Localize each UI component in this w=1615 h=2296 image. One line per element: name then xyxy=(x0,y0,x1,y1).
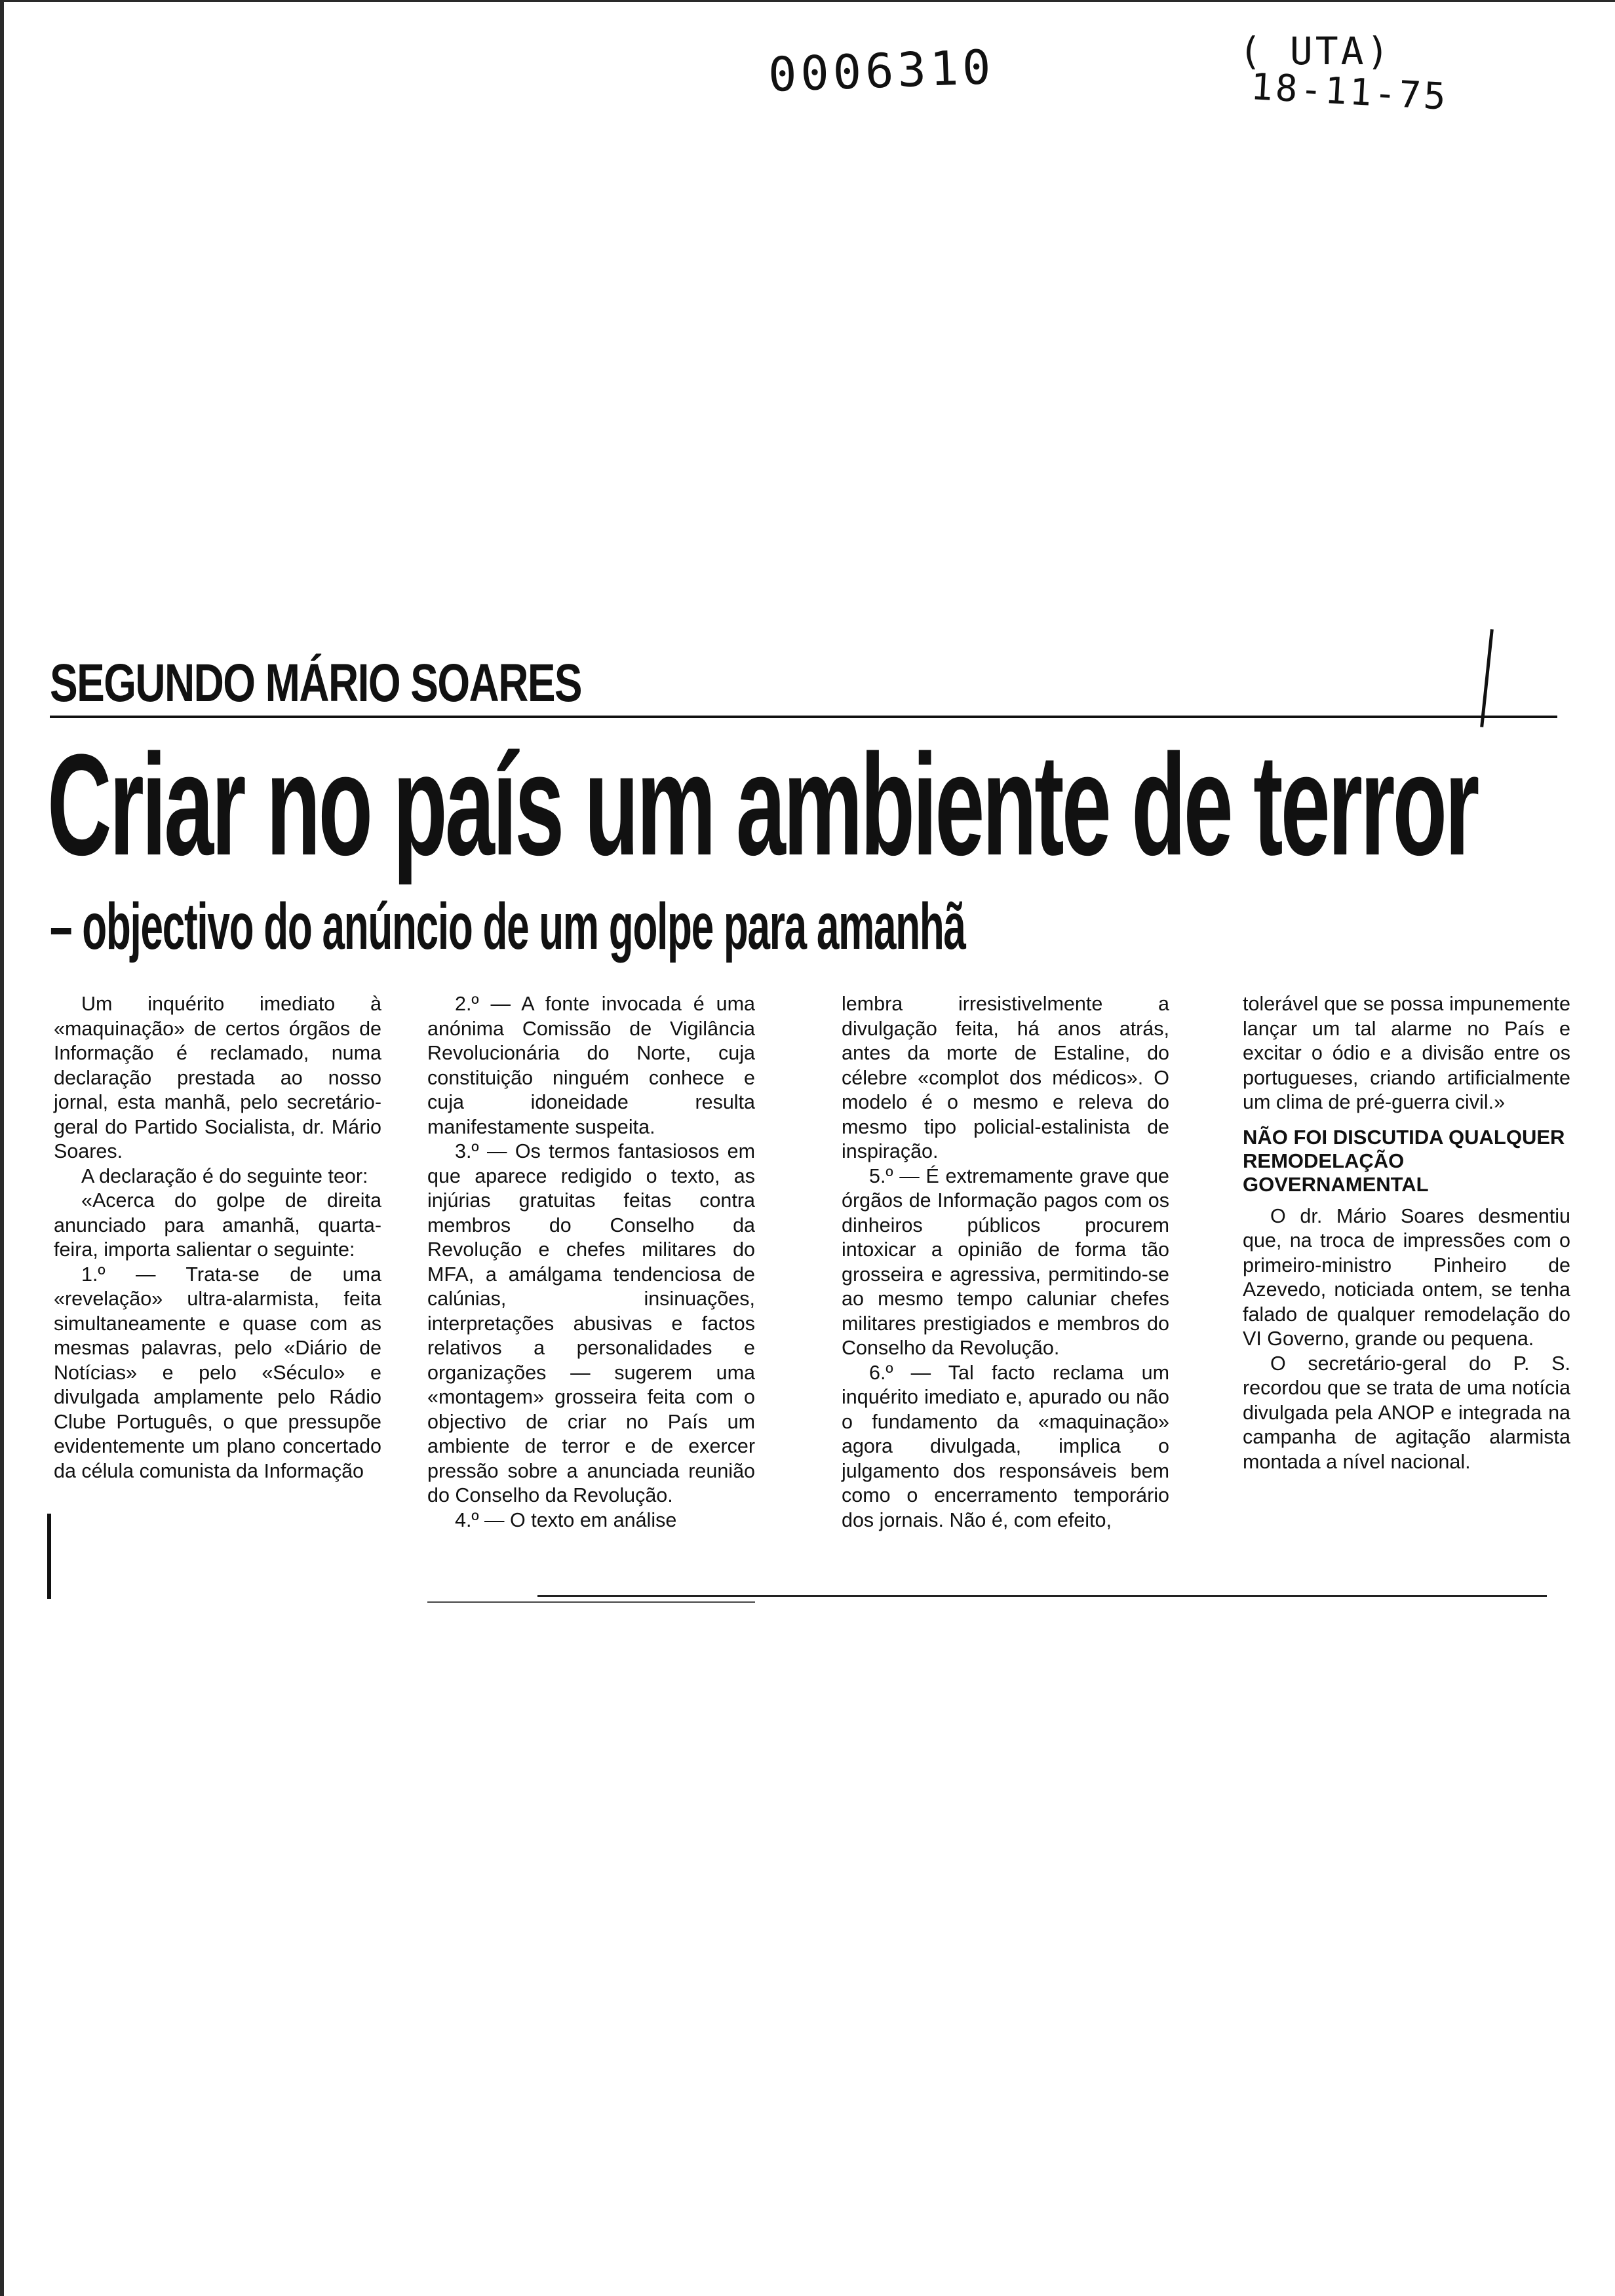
section-subheading: NÃO FOI DISCUTIDA QUALQUER REMODELAÇÃO GOVERNAMENTAL xyxy=(1243,1125,1565,1196)
paragraph: 1.º — Trata-se de uma «revelação» ultra-alarmista, feita simultaneamente e quase com as mesmas palavras, pelo «Diário de Notícias» e pelo «Século» e divulgada amplamente pelo Rádio Clube Português, o que pressupõe evidentemente um plano concertado da célula comunista da Informação xyxy=(54,1263,381,1482)
paragraph: A declaração é do seguinte teor: xyxy=(81,1164,368,1187)
paragraph: 6.º — Tal facto reclama um inquérito imediato e, apurado ou não o fundamento da «maquinação» agora divulgada, implica o julgamento dos responsáveis bem como o encerramento temporário dos jornais. Não é, com efeito, xyxy=(842,1361,1169,1531)
article-subhead: – objectivo do anúncio de um golpe para amanhã xyxy=(50,890,965,963)
article-column-1 xyxy=(54,992,381,1483)
paragraph: Um inquérito imediato à «maquinação» de certos órgãos de Informação é reclamado, numa declaração prestada ao nosso jornal, esta manhã, pelo secretário-geral do Partido Socialista, dr. Mário Soares. xyxy=(54,993,381,1162)
paragraph: 5.º — É extremamente grave que órgãos de Informação pagos com os dinheiros públicos procurem intoxicar a opinião de forma tão grosseira e agressiva, permitindo-se ao mesmo tempo caluniar chefes militares prestigiados e membros do Conselho da Revolução. xyxy=(842,1164,1169,1359)
article-column-3 xyxy=(842,992,1169,1533)
article-kicker: SEGUNDO MÁRIO SOARES xyxy=(50,653,582,713)
paragraph: O dr. Mário Soares desmentiu que, na troca de impressões com o primeiro-ministro Pinheiro de Azevedo, noticiada ontem, se tenha falado de qualquer remodelação do VI Governo, grande ou pequena. xyxy=(1243,1204,1570,1350)
scan-left-edge xyxy=(0,0,4,2296)
scan-top-edge xyxy=(0,0,1615,2)
paragraph: 2.º — A fonte invocada é uma anónima Comissão de Vigilância Revolucionária do Norte, cuja constituição ninguém conhece e cuja idoneidade resulta manifestamente suspeita. xyxy=(427,993,755,1138)
archive-number: 0006310 xyxy=(767,39,996,103)
column-rule xyxy=(427,1601,755,1603)
paragraph: 4.º — O texto em análise xyxy=(455,1508,677,1531)
pen-mark xyxy=(1480,629,1494,727)
paragraph: lembra irresistivelmente a divulgação feita, há anos atrás, antes da morte de Estaline, do célebre «complot dos médicos». O modelo é o mesmo e releva do mesmo tipo policial-estalinista de inspiração. xyxy=(842,993,1169,1162)
article-bottom-rule xyxy=(537,1595,1547,1597)
source-tag: ( UTA) xyxy=(1239,29,1392,73)
clip-date: 18-11-75 xyxy=(1249,66,1450,119)
paragraph: «Acerca do golpe de direita anunciado para amanhã, quarta-feira, importa salientar o seguinte: xyxy=(54,1189,381,1261)
paragraph: 3.º — Os termos fantasiosos em que aparece redigido o texto, as injúrias gratuitas feitas contra membros do Conselho da Revolução e chefes militares do MFA, a amálgama tendenciosa de calúnias, insinuações, interpretações abusivas e factos relativos a personalidades e organizações — sugerem uma «montagem» grosseira feita com o objectivo de criar no País um ambiente de terror e de exercer pressão sobre a anunciada reunião do Conselho da Revolução. xyxy=(427,1140,755,1506)
article-column-2 xyxy=(427,992,755,1533)
pen-mark-margin xyxy=(47,1514,51,1599)
article-headline: Criar no país um ambiente de terror xyxy=(47,724,1477,885)
article-column-4 xyxy=(1243,992,1570,1474)
paragraph: O secretário-geral do P. S. recordou que se trata de uma notícia divulgada pela ANOP e integrada na campanha de agitação alarmista montada a nível nacional. xyxy=(1243,1352,1570,1473)
paragraph: tolerável que se possa impunemente lançar um tal alarme no País e excitar o ódio e a divisão entre os portugueses, criando artificialmente um clima de pré-guerra civil.» xyxy=(1243,993,1570,1113)
kicker-rule xyxy=(50,716,1557,718)
